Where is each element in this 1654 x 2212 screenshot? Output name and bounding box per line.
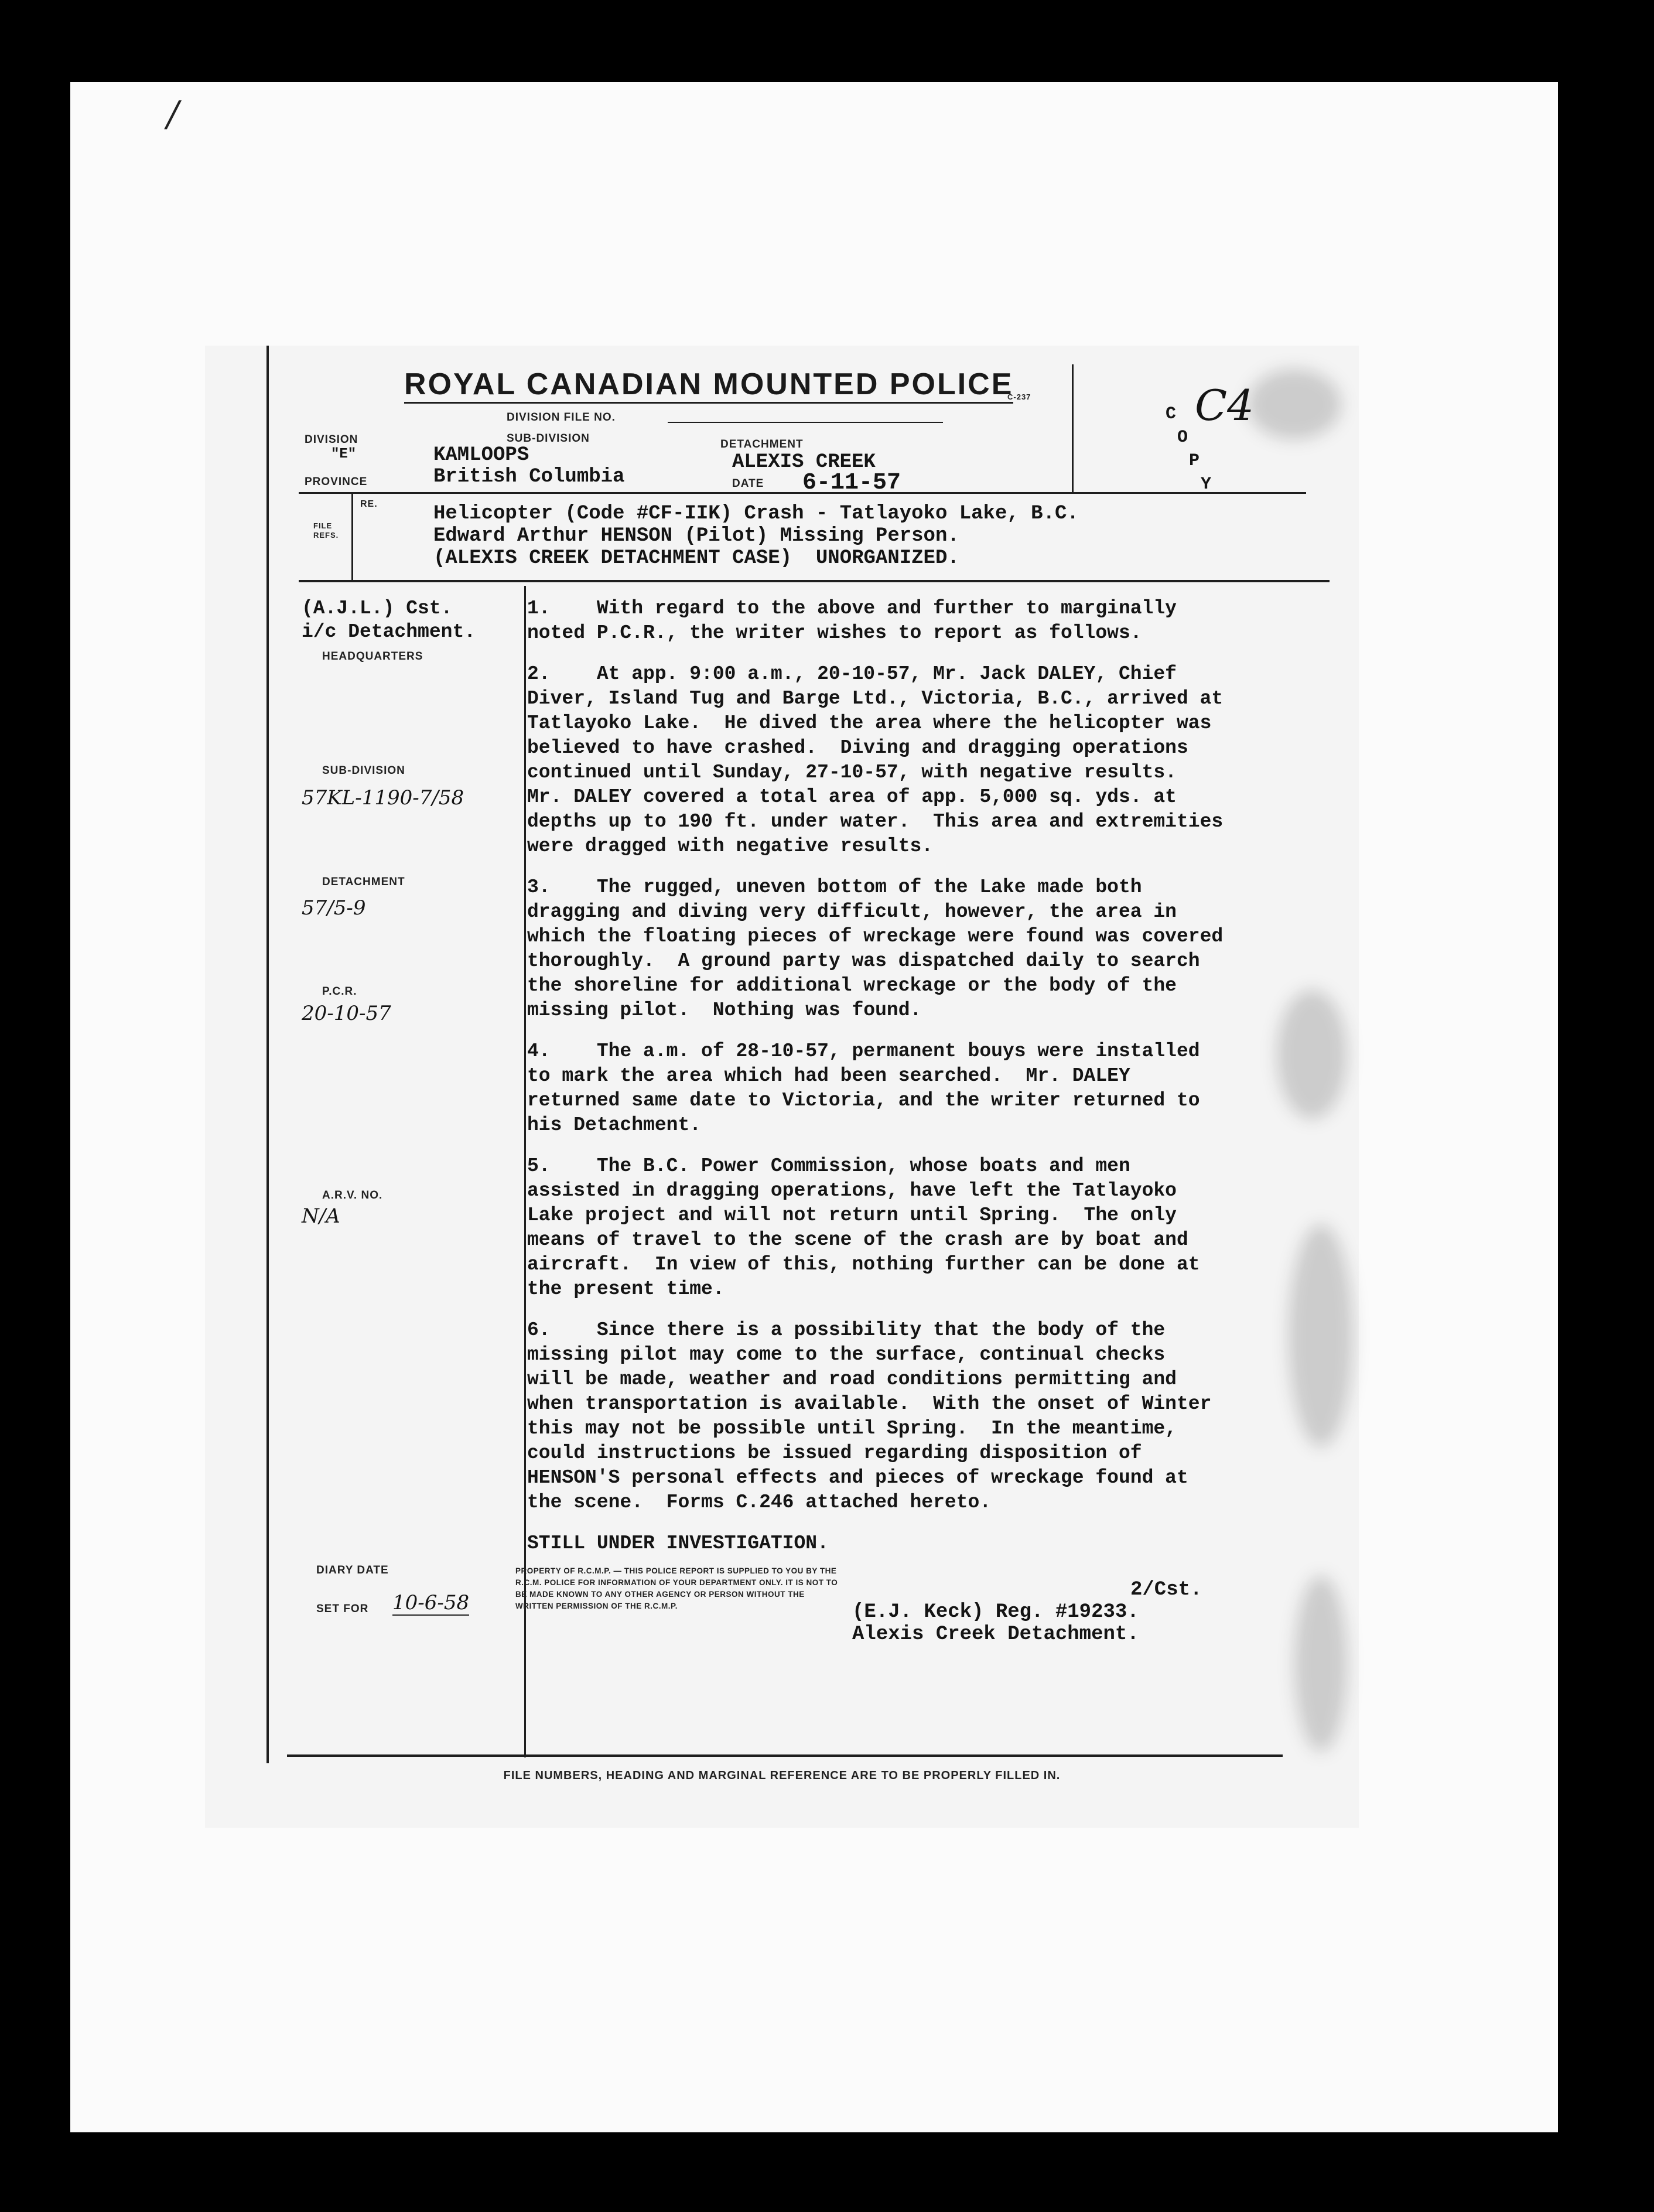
re-line-3: (ALEXIS CREEK DETACHMENT CASE) UNORGANIZED. (433, 547, 959, 569)
file-refs-label: FILE REFS. (313, 521, 339, 540)
form-footer-instruction: FILE NUMBERS, HEADING AND MARGINAL REFERENCE ARE TO BE PROPERLY FILLED IN. (503, 1769, 1061, 1782)
left-margin-rule (266, 346, 269, 1763)
re-label: RE. (360, 499, 378, 509)
paragraph-3: 3. The rugged, uneven bottom of the Lake made both dragging and diving very difficult, however, the area in which the floating pieces of wreckage were found was covered thoroughly. A ground party was dispatched daily to search the shoreline for additional wreckage or the body of the missing pilot. Nothing was found. (527, 876, 1224, 1021)
pcr-value: 20-10-57 (302, 1002, 391, 1025)
copy-stamp-y: Y (1201, 475, 1212, 494)
detachment-ref-label: DETACHMENT (322, 876, 405, 888)
province-label: PROVINCE (305, 476, 368, 488)
paragraph-6: 6. Since there is a possibility that the body of the missing pilot may come to the surface, continual checks will be made, weather and road conditions permitting and when transportation is available. With the onset of Winter this may not be possible until Spring. In the meantime, could instructions be issued regarding disposition of HENSON'S personal effects and pieces of wreckage found at the scene. Forms C.246 attached hereto. (527, 1319, 1212, 1513)
re-label-rule (351, 492, 353, 580)
footer-rule (287, 1754, 1283, 1757)
division-value: "E" (331, 446, 357, 462)
report-body (527, 596, 1341, 1572)
signature-name-reg: (E.J. Keck) Reg. #19233. (852, 1601, 1139, 1623)
smudge (1294, 1576, 1347, 1752)
copy-stamp-p: P (1189, 451, 1200, 471)
subdivision-ref-label: SUB-DIVISION (322, 764, 405, 777)
status-line: STILL UNDER INVESTIGATION. (527, 1532, 829, 1554)
paragraph-5: 5. The B.C. Power Commission, whose boats and men assisted in dragging operations, have left the Tatlayoko Lake project and will not return until Spring. The only means of travel to the scene of the crash are by boat and aircraft. In view of this, nothing further can be done at the present time. (527, 1155, 1200, 1300)
smudge (1248, 369, 1341, 439)
paragraph-1: 1. With regard to the above and further to marginally noted P.C.R., the writer wishes to report as follows. (527, 598, 1177, 644)
copy-stamp-o: O (1177, 428, 1188, 448)
masthead-underline (404, 402, 1013, 404)
re-line-2: Edward Arthur HENSON (Pilot) Missing Person. (433, 525, 959, 547)
handwritten-ref: C4 (1195, 381, 1254, 430)
property-notice: PROPERTY OF R.C.M.P. — THIS POLICE REPORT IS SUPPLIED TO YOU BY THE R.C.M. POLICE FOR INFORMATION OF YOUR DEPARTMENT ONLY. IT IS NOT TO BE MADE KNOWN TO ANY OTHER AGENCY OR PERSON WITHOUT THE WRITTEN PERMISSION OF THE R.C.M.P. (515, 1566, 838, 1610)
corner-mark: / (167, 94, 179, 135)
detachment-value: ALEXIS CREEK (732, 451, 876, 473)
set-for-label: SET FOR (316, 1603, 369, 1615)
paragraph-4: 4. The a.m. of 28-10-57, permanent bouys were installed to mark the area which had been searched. Mr. DALEY returned same date to Victoria, and the writer returned to his Detachment. (527, 1040, 1200, 1136)
detachment-ref-value: 57/5-9 (302, 896, 366, 920)
province-value: British Columbia (433, 466, 625, 488)
date-label: DATE (732, 477, 764, 490)
signature-rank: 2/Cst. (1130, 1579, 1202, 1601)
org-masthead: ROYAL CANADIAN MOUNTED POLICE (404, 367, 1014, 401)
header-bottom-rule (299, 580, 1330, 582)
form-code: C-237 (1007, 392, 1031, 401)
diary-date-label: DIARY DATE (316, 1564, 389, 1576)
rcmp-report-page (205, 346, 1359, 1828)
copy-stamp-c: C (1166, 404, 1177, 424)
arv-label: A.R.V. NO. (322, 1189, 383, 1201)
addressee-line-2: i/c Detachment. (302, 621, 476, 643)
division-label: DIVISION (305, 433, 358, 446)
paragraph-2: 2. At app. 9:00 a.m., 20-10-57, Mr. Jack DALEY, Chief Diver, Island Tug and Barge Ltd., Victoria, B.C., arrived at Tatlayoko Lake. He dived the area where the helicopter was believed to have crashed. Diving and dragging operations continued until Sunday, 27-10-57, with negative results. Mr. DALEY covered a total area of app. 5,000 sq. yds. at depths up to 190 ft. under water. This area and extremities were dragged with negative results. (527, 663, 1224, 857)
headquarters-label: HEADQUARTERS (322, 650, 423, 663)
date-value: 6-11-57 (802, 470, 901, 496)
signature-unit: Alexis Creek Detachment. (852, 1623, 1139, 1646)
re-line-1: Helicopter (Code #CF-IIK) Crash - Tatlayoko Lake, B.C. (433, 503, 1079, 525)
division-file-no-label: DIVISION FILE NO. (507, 411, 616, 424)
sub-division-value: KAMLOOPS (433, 444, 529, 466)
division-file-no-line (668, 422, 943, 423)
subdivision-ref-value: 57KL-1190-7/58 (302, 786, 464, 810)
detachment-label: DETACHMENT (720, 438, 804, 450)
addressee-line-1: (A.J.L.) Cst. (302, 598, 453, 619)
arv-value: N/A (302, 1204, 340, 1228)
set-for-value: 10-6-58 (392, 1591, 470, 1614)
copy-box-rule (1072, 364, 1074, 493)
sub-division-label: SUB-DIVISION (507, 432, 590, 445)
pcr-label: P.C.R. (322, 985, 357, 998)
